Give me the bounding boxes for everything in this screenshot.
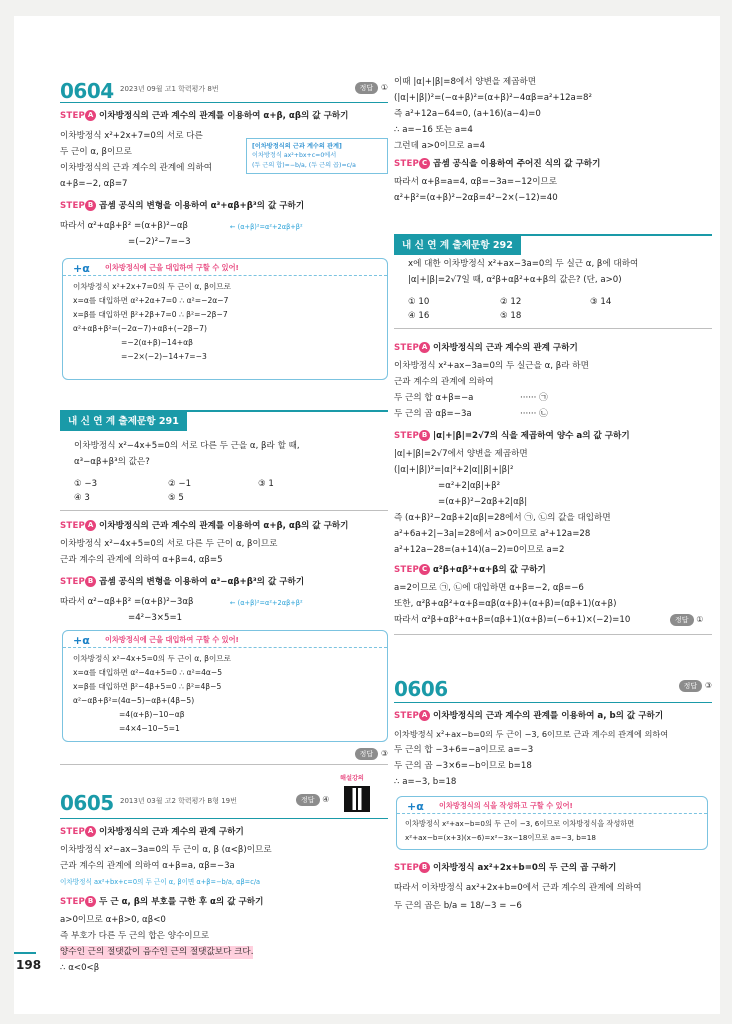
solution-line: 두 근의 곱은 b/a = 18/−3 = −6 <box>394 901 522 911</box>
step-word: STEP <box>394 711 420 721</box>
step-title: 이차방정식의 근과 계수의 관계를 이용하여 a, b의 값 구하기 <box>433 711 664 721</box>
solution-line: 근과 계수의 관계에 의하여 α+β=4, αβ=5 <box>60 555 223 565</box>
solution-line: =(α+β)²−2αβ+2|αβ| <box>438 497 528 507</box>
right-column <box>394 16 712 1014</box>
step-badge: B <box>85 896 96 907</box>
tip-line: (두 근의 합)=−b/a, (두 근의 곱)=c/a <box>252 161 356 169</box>
extra-tip-box <box>396 796 708 850</box>
extra-tip-line: =−2×(−2)−14+7=−3 <box>121 352 207 361</box>
solution-line: 즉 a²+12a−64=0, (a+16)(a−4)=0 <box>394 109 541 119</box>
step-badge: B <box>419 862 430 873</box>
extra-tip-line: 이차방정식 x²+2x+7=0의 두 근이 α, β이므로 <box>73 282 231 291</box>
solution-line: =(−2)²−7=−3 <box>128 237 191 247</box>
question-line: α³−αβ+β³의 값은? <box>74 457 150 467</box>
choice[interactable]: ③ 14 <box>590 297 612 307</box>
divider <box>394 702 712 703</box>
extra-tip-box <box>62 258 388 380</box>
solution-line: =4²−3×5=1 <box>128 613 183 623</box>
answer-tag <box>296 794 329 807</box>
step-title: 곱셈 공식의 변형을 이용하여 α³+αβ+β³의 값 구하기 <box>99 201 305 211</box>
solution-line: =α²+2|αβ|+β² <box>438 481 501 491</box>
tip-title: [이차방정식의 근과 계수의 관계] <box>252 143 342 150</box>
answer-label: 정답 <box>679 680 703 692</box>
solution-line: 즉 부호가 다른 두 근의 합은 양수이므로 <box>60 931 210 941</box>
step-b-heading <box>60 896 263 909</box>
divider <box>60 102 388 103</box>
extra-tip-line: 이차방정식 x²+ax−b=0의 두 근이 −3, 6이므로 이차방정식을 작성하면 <box>405 819 635 828</box>
formula-note: ← (α+β)²=α²+2αβ+β² <box>230 223 303 231</box>
solution-line: α²+β²=(α+β)²−2αβ=4²−2×(−12)=40 <box>394 193 558 203</box>
extra-tip-line: x=α를 대입하면 α²+2α+7=0 ∴ α²=−2α−7 <box>73 296 229 305</box>
step-a-heading <box>394 342 578 355</box>
problem-number: 0605 <box>60 791 114 815</box>
extra-tip-header <box>63 631 387 648</box>
solution-line: 그런데 a>0이므로 a=4 <box>394 141 486 151</box>
step-title: α²β+αβ²+α+β의 값 구하기 <box>433 565 546 575</box>
solution-line: 이차방정식의 근과 계수의 관계에 의하여 <box>60 163 213 173</box>
qr-label: 해설강의 <box>340 775 364 782</box>
step-word: STEP <box>60 827 86 837</box>
step-word: STEP <box>394 565 420 575</box>
solution-line: 따라서 α+β=a=4, αβ=−3a=−12이므로 <box>394 177 558 187</box>
question-line: |α|+|β|=2√7일 때, α²β+αβ²+α+β의 값은? (단, a>0) <box>408 275 622 285</box>
plus-alpha-icon: +α <box>73 634 90 647</box>
solution-line: 이차방정식 x²+2x+7=0의 서로 다른 <box>60 131 203 141</box>
step-badge: B <box>85 200 96 211</box>
step-badge: B <box>419 430 430 441</box>
problem-0606-header <box>394 674 712 701</box>
step-badge: B <box>85 576 96 587</box>
answer-label: 정답 <box>670 614 694 626</box>
extra-tip-title: 이차방정식의 식을 작성하고 구할 수 있어! <box>439 801 573 810</box>
solution-line: 두 근이 α, β이므로 <box>60 147 132 157</box>
answer-value: ④ <box>322 795 330 804</box>
step-badge: A <box>419 710 430 721</box>
step-badge: A <box>85 520 96 531</box>
solution-line: |α|+|β|=2√7에서 양변을 제곱하면 <box>394 449 528 459</box>
highlighted-line: 양수인 근의 절댓값이 음수인 근의 절댓값보다 크다. <box>60 946 253 959</box>
solution-line: 근과 계수의 관계에 의하여 <box>394 377 494 387</box>
formula-note: 이차방정식 ax²+bx+c=0의 두 근이 α, β이면 α+β=−b/a, αβ=c/a <box>60 878 261 886</box>
step-title: 이차방정식의 근과 계수의 관계 구하기 <box>99 827 244 837</box>
step-badge: C <box>419 564 430 575</box>
extra-tip-title: 이차방정식에 근을 대입하여 구할 수 있어! <box>105 263 239 272</box>
extra-tip-line: =4(α+β)−10−αβ <box>119 710 185 719</box>
solution-line: 이때 |α|+|β|=8에서 양변을 제곱하면 <box>394 77 537 87</box>
extra-tip-line: α²+αβ+β²=(−2α−7)+αβ+(−2β−7) <box>73 324 207 333</box>
solution-line: (|α|+|β|)²=(−α+β)²=(α+β)²−4αβ=a²+12a=8² <box>394 93 592 103</box>
solution-line: 두 근의 곱 −3×6=−b이므로 b=18 <box>394 761 532 771</box>
answer-value: ③ <box>380 749 388 758</box>
choice[interactable]: ① −3 <box>74 479 98 489</box>
answer-label: 정답 <box>355 82 379 94</box>
question-line: 이차방정식 x²−4x+5=0의 서로 다른 두 근을 α, β라 할 때, <box>74 441 300 451</box>
extra-tip-line: =−2(α+β)−14+αβ <box>121 338 193 347</box>
extra-tip-line: x=α를 대입하면 α²−4α+5=0 ∴ α²=4α−5 <box>73 668 223 677</box>
step-word: STEP <box>60 521 86 531</box>
tip-line: 이차방정식 ax²+bx+c=0에서 <box>252 152 337 160</box>
solution-line: ∴ a=−3, b=18 <box>394 777 457 787</box>
step-b-heading <box>394 862 616 875</box>
solution-line: 두 근의 합 −3+6=−a이므로 a=−3 <box>394 745 534 755</box>
step-badge: A <box>85 826 96 837</box>
choice[interactable]: ④ 3 <box>74 493 90 503</box>
step-word: STEP <box>60 201 86 211</box>
step-title: 이차방정식의 근과 계수의 관계를 이용하여 α+β, αβ의 값 구하기 <box>99 521 349 531</box>
step-badge: A <box>85 110 96 121</box>
answer-tag <box>355 748 388 761</box>
textbook-page <box>14 16 720 1014</box>
extra-tip-box <box>62 630 388 742</box>
step-word: STEP <box>60 897 86 907</box>
answer-label: 정답 <box>296 794 320 806</box>
answer-value: ① <box>380 83 388 92</box>
card-title: 내 신 연 계 출제문항 291 <box>60 412 187 431</box>
step-badge: A <box>419 342 430 353</box>
left-column <box>60 16 388 1014</box>
step-title: 곱셈 공식의 변형을 이용하여 α³−αβ+β³의 값 구하기 <box>99 577 305 587</box>
choice[interactable]: ⑤ 18 <box>500 311 522 321</box>
problem-0605-header <box>60 775 388 815</box>
divider <box>60 510 388 511</box>
extra-tip-line: x²+ax−b=(x+3)(x−6)=x²−3x−18이므로 a=−3, b=18 <box>405 833 596 842</box>
answer-tag <box>679 680 712 693</box>
solution-line: 따라서 α²+αβ+β² =(α+β)²−αβ <box>60 221 189 231</box>
choice[interactable]: ① 10 <box>408 297 430 307</box>
solution-line: 또한, α²β+αβ²+α+β=αβ(α+β)+(α+β)=(αβ+1)(α+β) <box>394 599 617 609</box>
related-problem-292 <box>394 234 712 255</box>
problem-source: 2013년 03월 고2 학력평가 B형 19번 <box>120 797 237 805</box>
answer-value: ③ <box>704 681 712 690</box>
choice[interactable]: ④ 16 <box>408 311 430 321</box>
choice[interactable]: ③ 1 <box>258 479 274 489</box>
solution-line: ∴ α<0<β <box>60 963 100 973</box>
problem-source: 2023년 09월 고1 학력평가 8번 <box>120 85 219 93</box>
answer-tag <box>355 82 388 95</box>
answer-tag <box>670 614 703 627</box>
solution-line: a²+6a+2|−3a|=28에서 a>0이므로 a²+12a=28 <box>394 529 591 539</box>
step-word: STEP <box>394 343 420 353</box>
extra-tip-line: x=β를 대입하면 β²+2β+7=0 ∴ β²=−2β−7 <box>73 310 228 319</box>
step-c-heading <box>394 564 546 577</box>
step-title: 두 근 α, β의 부호를 구한 후 α의 값 구하기 <box>99 897 264 907</box>
solution-line: 따라서 α²β+αβ²+α+β=(αβ+1)(α+β)=(−6+1)×(−2)=10 <box>394 615 631 625</box>
solution-line: 근과 계수의 관계에 의하여 α+β=a, αβ=−3a <box>60 861 235 871</box>
solution-line: a=2이므로 ㉠, ㉡에 대입하면 α+β=−2, αβ=−6 <box>394 583 584 593</box>
step-b-heading <box>394 430 630 443</box>
extra-tip-line: 이차방정식 x²−4x+5=0의 두 근이 α, β이므로 <box>73 654 231 663</box>
answer-value: ① <box>696 615 704 624</box>
step-b-heading <box>60 200 304 213</box>
extra-tip-line: α²−αβ+β²=(4α−5)−αβ+(4β−5) <box>73 696 195 705</box>
choice[interactable]: ② −1 <box>168 479 192 489</box>
solution-line: a>0이므로 α+β>0, αβ<0 <box>60 915 166 925</box>
related-problem-291 <box>60 410 388 431</box>
equation-ref: ······ ㉡ <box>520 409 548 419</box>
solution-line: 따라서 이차방정식 ax²+2x+b=0에서 근과 계수의 관계에 의하여 <box>394 883 642 893</box>
equation-ref: ······ ㉠ <box>520 393 548 403</box>
problem-0604-header <box>60 76 388 103</box>
step-title: 이차방정식의 근과 계수의 관계 구하기 <box>433 343 578 353</box>
step-word: STEP <box>60 577 86 587</box>
solution-line: 두 근의 곱 αβ=−3a <box>394 409 472 419</box>
extra-tip-line: x=β를 대입하면 β²−4β+5=0 ∴ β²=4β−5 <box>73 682 222 691</box>
step-title: 이차방정식의 근과 계수의 관계를 이용하여 α+β, αβ의 값 구하기 <box>99 111 349 121</box>
choice[interactable]: ② 12 <box>500 297 522 307</box>
question-line: x에 대한 이차방정식 x²+ax−3a=0의 두 실근 α, β에 대하여 <box>408 259 639 269</box>
solution-line: 따라서 α²−αβ+β² =(α+β)²−3αβ <box>60 597 194 607</box>
divider <box>394 634 712 635</box>
extra-tip-line: =4×4−10−5=1 <box>119 724 180 733</box>
step-a-heading <box>60 520 348 533</box>
step-title: 곱셈 공식을 이용하여 주어진 식의 값 구하기 <box>433 159 601 169</box>
solution-line: 즉 (α+β)²−2αβ+2|αβ|=28에서 ㉠, ㉡의 값을 대입하면 <box>394 513 611 523</box>
extra-tip-header <box>63 259 387 276</box>
solution-line: a²+12a−28=(a+14)(a−2)=0이므로 a=2 <box>394 545 565 555</box>
problem-number: 0606 <box>394 677 448 701</box>
step-title: |α|+|β|=2√7의 식을 제곱하여 양수 a의 값 구하기 <box>433 431 630 441</box>
solution-line: 이차방정식 x²+ax−3a=0의 두 실근을 α, β라 하면 <box>394 361 589 371</box>
page-number: 198 <box>16 958 42 972</box>
formula-note: ← (α+β)²=α²+2αβ+β² <box>230 599 303 607</box>
divider <box>394 328 712 329</box>
solution-line: ∴ a=−16 또는 a=4 <box>394 125 473 135</box>
step-word: STEP <box>394 863 420 873</box>
step-b-heading <box>60 576 304 589</box>
choice[interactable]: ⑤ 5 <box>168 493 184 503</box>
extra-tip-title: 이차방정식에 근을 대입하여 구할 수 있어! <box>105 635 239 644</box>
solution-line: 이차방정식 x²+ax−b=0의 두 근이 −3, 6이므로 근과 계수의 관계에 의하여 <box>394 729 669 739</box>
tip-box <box>246 138 388 174</box>
step-c-heading <box>394 158 600 171</box>
step-word: STEP <box>394 431 420 441</box>
card-title: 내 신 연 계 출제문항 292 <box>394 236 521 255</box>
solution-line: 이차방정식 x²−4x+5=0의 서로 다른 두 근이 α, β이므로 <box>60 539 278 549</box>
plus-alpha-icon: +α <box>73 262 90 275</box>
step-a-heading <box>60 110 348 123</box>
solution-line: (|α|+|β|)²=|α|²+2|α||β|+|β|² <box>394 465 514 475</box>
step-a-heading <box>60 826 244 839</box>
step-word: STEP <box>394 159 420 169</box>
step-badge: C <box>419 158 430 169</box>
divider <box>60 818 388 819</box>
answer-label: 정답 <box>355 748 379 760</box>
step-a-heading <box>394 710 663 723</box>
solution-line: α+β=−2, αβ=7 <box>60 179 128 189</box>
step-title: 이차방정식 ax²+2x+b=0의 두 근의 곱 구하기 <box>433 863 617 873</box>
divider <box>60 764 388 765</box>
problem-number: 0604 <box>60 79 114 103</box>
page-number-bar <box>14 952 36 954</box>
solution-line: 이차방정식 x²−ax−3a=0의 두 근이 α, β (α<β)이므로 <box>60 845 272 855</box>
step-word: STEP <box>60 111 86 121</box>
solution-line: 두 근의 합 α+β=−a <box>394 393 474 403</box>
extra-tip-header <box>397 797 707 814</box>
plus-alpha-icon: +α <box>407 800 424 813</box>
qr-code-icon[interactable] <box>344 786 370 812</box>
